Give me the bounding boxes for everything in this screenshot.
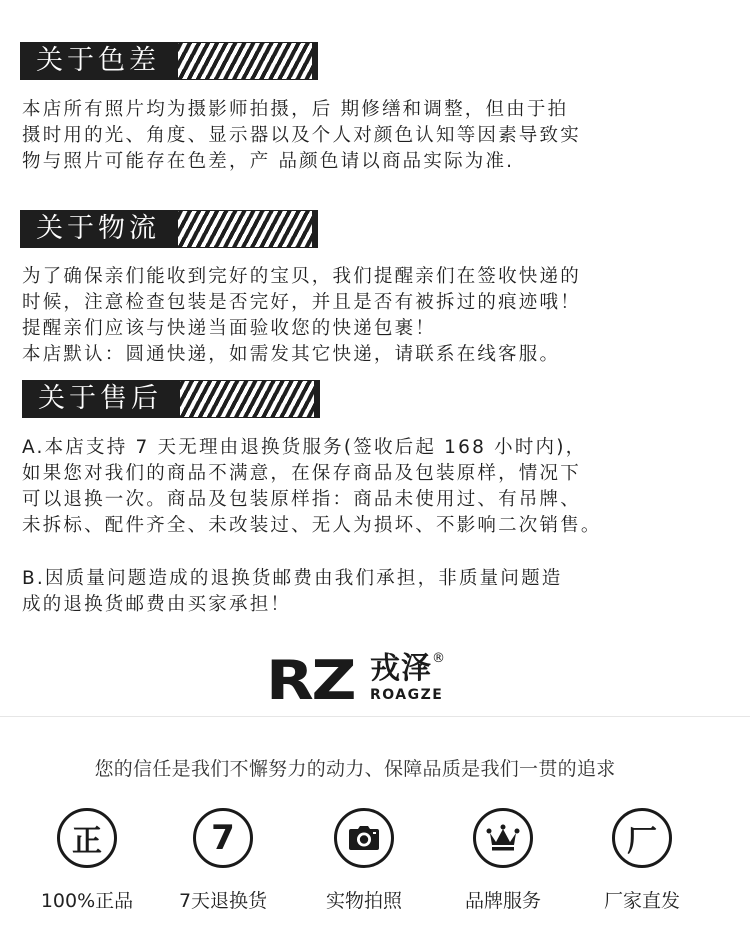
- brand-name-en: ROAGZE: [370, 687, 444, 703]
- crown-svg: [486, 824, 520, 852]
- registered-mark: ®: [432, 651, 446, 666]
- section-header-logistics: [20, 210, 318, 248]
- seven-glyph: 7: [211, 818, 235, 858]
- slogan: 您的信任是我们不懈努力的动力、保障品质是我们一贯的追求: [94, 758, 616, 780]
- badge-real-photo: [299, 808, 429, 913]
- section-header-after-sales: [22, 380, 320, 418]
- badge-label: 100%正品: [40, 890, 134, 912]
- after-sales-text-a: A.本店支持 7 天无理由退换货服务(签收后起 168 小时内)， 如果您对我们的商品不满意，在保存商品及包装原样，情况下 可以退换一次。商品及包装原样指：商品未使用过、有吊牌、 未拆标、配件齐全、未改装过、无人为损坏、不影响二次销售。: [22, 437, 602, 536]
- badge-genuine: [22, 808, 152, 913]
- after-sales-text-b: B.因质量问题造成的退换货邮费由我们承担，非质量问题造 成的退换货邮费由买家承担！: [22, 568, 563, 615]
- brand-name-cn: [370, 652, 446, 686]
- brand-logo: [266, 649, 446, 712]
- stripe-decoration: [178, 42, 318, 80]
- badge-label: 实物拍照: [325, 890, 402, 912]
- badge-factory-direct: [577, 808, 707, 913]
- seven-day-return-icon: [193, 808, 253, 868]
- badge-label: 7天退换货: [178, 890, 268, 912]
- section-title: 关于色差: [20, 42, 178, 80]
- section-header-color-difference: [20, 42, 318, 80]
- service-badges: [0, 808, 750, 918]
- divider: [0, 716, 750, 717]
- badge-seven-day-return: [158, 808, 288, 913]
- badge-label: 厂家直发: [603, 890, 680, 912]
- badge-label: 品牌服务: [464, 890, 541, 912]
- logo-mark: RZ: [266, 649, 355, 712]
- color-difference-text: 本店所有照片均为摄影师拍摄，后 期修缮和调整，但由于拍 摄时用的光、角度、显示器以及个人对颜色认知等因素导致实 物与照片可能存在色差，产 品颜色请以商品实际为准.: [22, 99, 581, 172]
- crown-icon: [473, 808, 533, 868]
- zheng-genuine-icon: [57, 808, 117, 868]
- camera-icon: [334, 808, 394, 868]
- stripe-decoration: [178, 210, 318, 248]
- zheng-glyph: 正: [72, 824, 102, 859]
- factory-icon: [612, 808, 672, 868]
- factory-glyph: 厂: [627, 824, 657, 859]
- logistics-text: 为了确保亲们能收到完好的宝贝，我们提醒亲们在签收快递的 时候，注意检查包装是否完好，并且是否有被拆过的痕迹哦！ 提醒亲们应该与快递当面验收您的快递包裹！ 本店默认：圆通快递，如需发其它快递，请联系在线客服。: [22, 266, 581, 365]
- camera-svg: [348, 825, 380, 851]
- badge-brand-service: [438, 808, 568, 913]
- stripe-decoration: [180, 380, 320, 418]
- brand-name-cn-text: 戎泽: [370, 651, 432, 686]
- section-title: 关于物流: [20, 210, 178, 248]
- section-title: 关于售后: [22, 380, 180, 418]
